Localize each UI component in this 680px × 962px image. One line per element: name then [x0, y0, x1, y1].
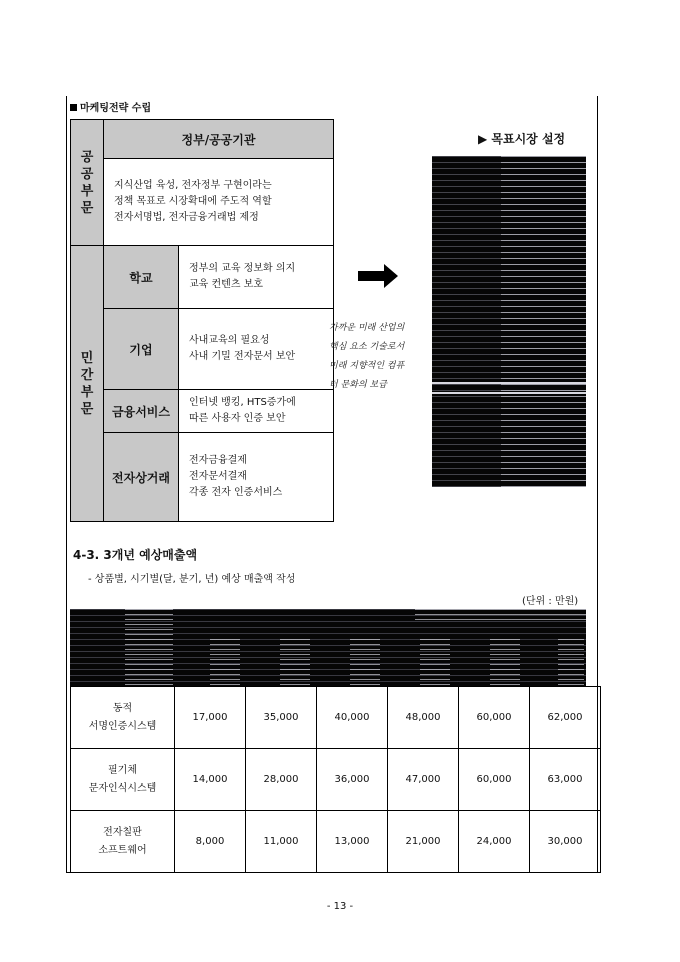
sales-value: 60,000: [459, 749, 530, 811]
sales-value: 17,000: [175, 687, 246, 749]
table-row: [71, 749, 601, 811]
section-subtitle: - 상품별, 시기별(달, 분기, 년) 예상 매출액 작성: [88, 574, 296, 585]
sales-value: 60,000: [459, 687, 530, 749]
target-market-title: ▶ 목표시장 설정: [478, 132, 566, 146]
sales-value: 47,000: [388, 749, 459, 811]
sales-value: 11,000: [246, 811, 317, 873]
sales-value: 21,000: [388, 811, 459, 873]
product-name: 동적 서명인증시스템: [71, 687, 175, 749]
sales-value: 62,000: [530, 687, 601, 749]
sales-value: 40,000: [317, 687, 388, 749]
category-ecommerce: 전자상거래: [104, 433, 179, 522]
sales-value: 35,000: [246, 687, 317, 749]
section-title-sales: 4-3. 3개년 예상매출액: [73, 548, 198, 562]
category-school: 학교: [104, 246, 179, 309]
sales-forecast-table: [70, 686, 601, 873]
sales-value: 14,000: [175, 749, 246, 811]
target-market-image: [432, 156, 586, 487]
table-row: [71, 811, 601, 873]
section-heading: [70, 99, 151, 114]
sales-value: 63,000: [530, 749, 601, 811]
school-description: 정부의 교육 정보화 의지 교육 컨텐츠 보호: [179, 246, 334, 309]
category-enterprise: 기업: [104, 309, 179, 390]
sales-value: 48,000: [388, 687, 459, 749]
sales-value: 30,000: [530, 811, 601, 873]
section-heading-text: 마케팅전략 수립: [80, 103, 152, 114]
unit-label: (단위 : 만원): [522, 596, 579, 607]
private-sector-label: 민 간 부 문: [71, 246, 104, 522]
public-sector-description: 지식산업 육성, 전자정부 구현이라는 정책 목표로 시장확대에 주도적 역할 전자서명법, 전자금융거래법 제정: [104, 159, 334, 246]
finance-description: 인터넷 뱅킹, HTS증가에 따른 사용자 인증 보안: [179, 390, 334, 433]
market-segment-table: [70, 119, 334, 522]
category-finance: 금융서비스: [104, 390, 179, 433]
square-bullet-icon: [70, 104, 77, 111]
target-market-note: 가까운 미래 산업의 핵심 요소 기술로서 미래 지향적인 컴퓨 터 문화의 보급: [329, 323, 405, 390]
sales-value: 8,000: [175, 811, 246, 873]
product-name: 필기체 문자인식시스템: [71, 749, 175, 811]
public-sector-label: 공 공 부 문: [71, 120, 104, 246]
sales-table-header-image: [70, 609, 586, 686]
public-sector-header: 정부/공공기관: [104, 120, 334, 159]
sales-value: 24,000: [459, 811, 530, 873]
page-number: - 13 -: [326, 901, 354, 912]
enterprise-description: 사내교육의 필요성 사내 기밀 전자문서 보안: [179, 309, 334, 390]
right-arrow-icon: [358, 264, 400, 288]
table-row: [71, 687, 601, 749]
sales-value: 36,000: [317, 749, 388, 811]
sales-value: 28,000: [246, 749, 317, 811]
product-name: 전자칠판 소프트웨어: [71, 811, 175, 873]
sales-value: 13,000: [317, 811, 388, 873]
ecommerce-description: 전자금융결제 전자문서결재 각종 전자 인증서비스: [179, 433, 334, 522]
